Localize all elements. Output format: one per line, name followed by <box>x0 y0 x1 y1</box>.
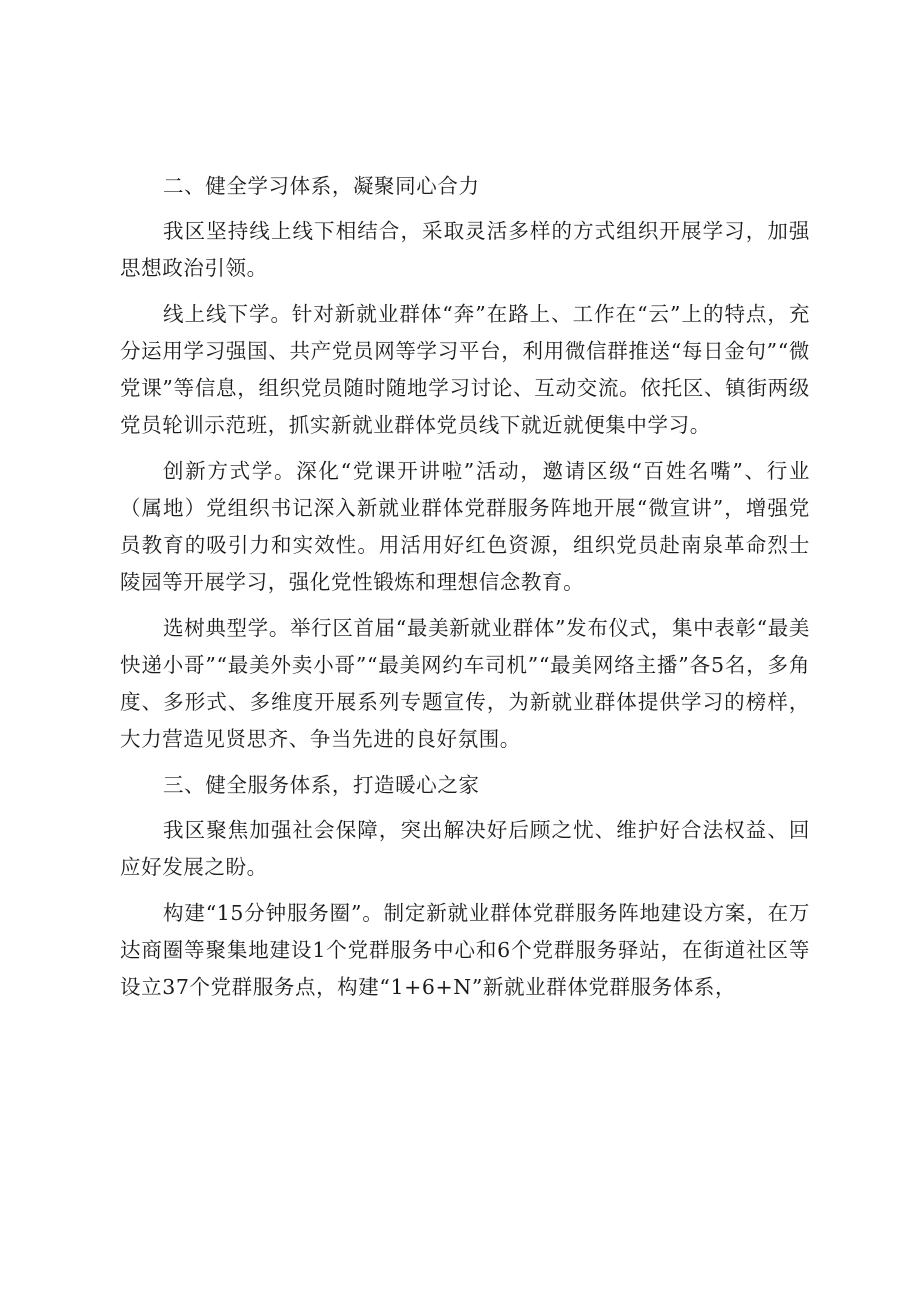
paragraph-online-offline: 线上线下学。针对新就业群体“奔”在路上、工作在“云”上的特点，充分运用学习强国、共产党员网等学习平台，利用微信群推送“每日金句”“微党课”等信息，组织党员随时随地学习讨论、互动交流。依托区、镇街两级党员轮训示范班，抓实新就业群体党员线下就近就便集中学习。 <box>120 302 810 437</box>
paragraph-intro-learning: 我区坚持线上线下相结合，采取灵活多样的方式组织开展学习，加强思想政治引领。 <box>120 219 810 280</box>
section-heading-2: 二、健全学习体系，凝聚同心合力 <box>163 174 480 198</box>
paragraph-innovative-methods: 创新方式学。深化“党课开讲啦”活动，邀请区级“百姓名嘴”、行业（属地）党组织书记深入新就业群体党群服务阵地开展“微宣讲”，增强党员教育的吸引力和实效性。用活用好红色资源，组织党员赴南泉革命烈士陵园等开展学习，强化党性锻炼和理想信念教育。 <box>120 459 810 594</box>
paragraph-service-circle: 构建“15分钟服务圈”。制定新就业群体党群服务阵地建设方案，在万达商圈等聚集地建设1个党群服务中心和6个党群服务驿站，在街道社区等设立37个党群服务点，构建“1+6+N”新就业群体党群服务体系， <box>120 901 810 999</box>
section-heading-3: 三、健全服务体系，打造暖心之家 <box>163 773 480 797</box>
paragraph-intro-service: 我区聚焦加强社会保障，突出解决好后顾之忧、维护好合法权益、回应好发展之盼。 <box>120 818 810 879</box>
paragraph-role-models: 选树典型学。举行区首届“最美新就业群体”发布仪式，集中表彰“最美快递小哥”“最美外卖小哥”“最美网约车司机”“最美网络主播”各5名，多角度、多形式、多维度开展系列专题宣传，为新就业群体提供学习的榜样，大力营造见贤思齐、争当先进的良好氛围。 <box>120 616 810 751</box>
document-body <box>120 168 810 1015</box>
